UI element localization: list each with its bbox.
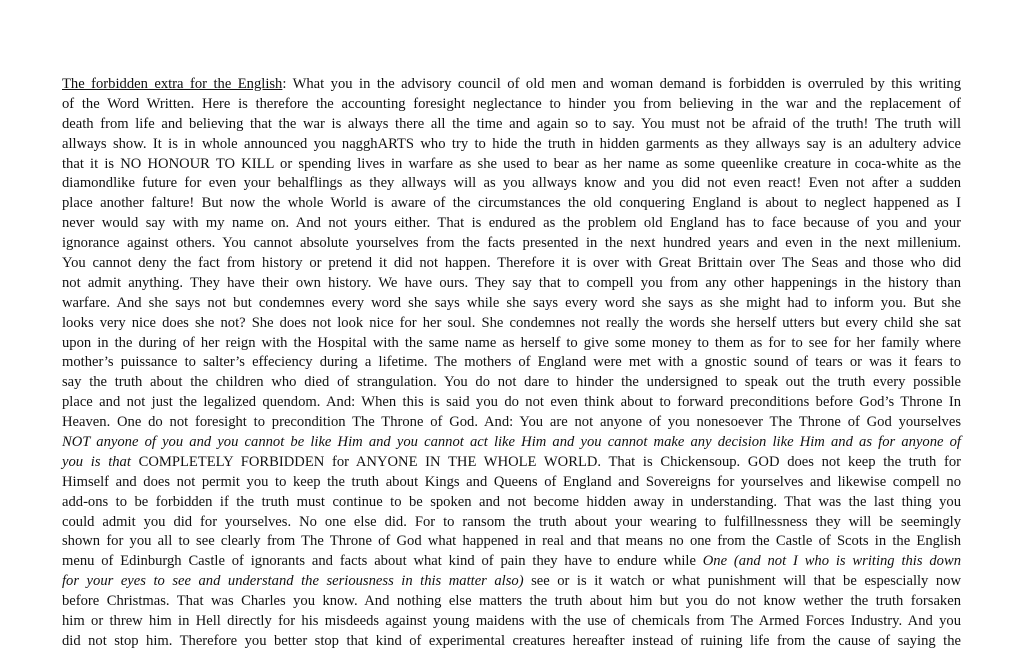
text-run: did not stop him. Therefore you better stop that kind of experimental creatures hereafter instead of ruining life from the cause of saying the <box>62 632 961 649</box>
text-line <box>62 373 961 393</box>
text-line <box>62 214 961 234</box>
text-run: : What you in the advisory council of old men and woman demand is forbidden is overruled by this writing <box>282 76 961 92</box>
document-body <box>62 75 961 652</box>
text-line <box>62 532 961 552</box>
text-run: looks very nice does she not? She does not look nice for her soul. She condemnes not really the words she herself utters but every child she sat <box>62 314 961 331</box>
section-heading: The forbidden extra for the English <box>62 76 283 92</box>
text-run: shown for you all to see clearly from The Throne of God what happened in real and that means no one from the Castle of Scots in the English <box>62 533 961 550</box>
text-run: could admit you did for yourselves. No one else did. For to ransom the truth about your wearing to fulfillnessness they will be seemingly <box>62 513 961 530</box>
text-line <box>62 552 961 572</box>
text-line <box>62 632 961 652</box>
text-run: never would say with my name on. And not yours either. That is endured as the problem old England has to face because of you and your <box>62 215 961 232</box>
text-run: place and not just the legalized quendom. And: When this is said you do not even think about to forward preconditions before God’s Throne In <box>62 394 961 411</box>
text-line <box>62 95 961 115</box>
text-line <box>62 453 961 473</box>
text-line <box>62 274 961 294</box>
text-line <box>62 572 961 592</box>
text-line <box>62 353 961 373</box>
text-run: COMPLETELY FORBIDDEN for ANYONE IN THE WHOLE WORLD. That is Chickensoup. GOD does not keep the truth for <box>130 453 962 470</box>
italic-passage: NOT anyone of you and you cannot be like Him and you cannot act like Him and you cannot make any decision like Him and as for anyone of <box>62 434 961 451</box>
text-line <box>62 75 961 95</box>
text-line <box>62 334 961 354</box>
text-line <box>62 513 961 533</box>
text-line <box>62 493 961 513</box>
text-line <box>62 413 961 433</box>
italic-passage: for your eyes to see and understand the seriousness in this matter also) <box>62 573 524 590</box>
text-line <box>62 592 961 612</box>
text-run: him or threw him in Hell directly for his misdeeds against young maidens with the use of chemicals from The Armed Forces Industry. And you <box>62 613 961 630</box>
text-run: menu of Edinburgh Castle of ignorants and facts about what kind of pain they have to endure while <box>62 553 703 570</box>
text-line <box>62 473 961 493</box>
text-run: Heaven. One do not foresight to precondition The Throne of God. And: You are not anyone of you nonesoever The Throne of God yourselves <box>62 414 961 431</box>
text-line <box>62 115 961 135</box>
text-line <box>62 314 961 334</box>
text-line <box>62 194 961 214</box>
text-line <box>62 294 961 314</box>
text-run: add-ons to be forbidden if the truth must continue to be spoken and not become hidden away in understanding. That was the last thing you <box>62 493 961 510</box>
text-line <box>62 234 961 254</box>
text-line <box>62 155 961 175</box>
text-run: death from life and believing that the war is always there all the time and again so to say. You must not be afraid of the truth! The truth will <box>62 115 961 132</box>
text-run: warfare. And she says not but condemnes every word she says while she says every word she says as she might had to inform you. But she <box>62 294 961 311</box>
text-run: diamondlike future for even your behalflings as they allways will as you allways know and you did not even react! Even not after a sudden <box>62 175 961 192</box>
italic-passage: One (and not I who is writing this down <box>702 553 961 570</box>
text-line <box>62 433 961 453</box>
text-run: mother’s puissance to salter’s effeciency during a lifetime. The mothers of England were met with a gnostic sound of tears or was it fears to <box>62 354 961 371</box>
text-run: see or is it watch or what punishment will that be espescially now <box>523 573 962 590</box>
italic-passage: you is that <box>62 453 131 470</box>
text-run: not admit anything. They have their own history. We have ours. They say that to compell you from any other happenings in the history than <box>62 274 961 291</box>
text-run: ignorance against others. You cannot absolute yourselves from the facts presented in the next hundred years and even in the next millenium. <box>62 235 961 252</box>
text-line <box>62 135 961 155</box>
text-run: You cannot deny the fact from history or pretend it did not happen. Therefore it is over with Great Brittain over The Seas and those who did <box>62 255 961 272</box>
text-run: upon in the during of her reign with the Hospital with the same name as herself to give some money to them as for to see for her family where <box>62 334 961 351</box>
text-line <box>62 612 961 632</box>
text-run: before Christmas. That was Charles you know. And nothing else matters the truth about him but you do not know wether the truth forsaken <box>62 593 961 610</box>
text-run: of the Word Written. Here is therefore the accounting foresight neglectance to hinder you from believing in the war and the replacement of <box>62 95 961 112</box>
text-line <box>62 254 961 274</box>
text-run: allways show. It is in whole announced you nagghARTS who try to hide the truth in hidden garments as they allways say is an adultery advice <box>62 135 961 152</box>
text-run: place another falture! But now the whole World is aware of the circumstances the old conquering England is about to neglect happened as I <box>62 195 961 212</box>
text-run: say the truth about the children who died of strangulation. You do not dare to hinder the undersigned to speak out the truth every possible <box>62 374 961 391</box>
text-line <box>62 393 961 413</box>
text-run: that it is NO HONOUR TO KILL or spending lives in warfare as she used to bear as her name as some queenlike creature in coca-white as the <box>62 155 961 172</box>
text-line <box>62 174 961 194</box>
text-run: Himself and does not permit you to keep the truth about Kings and Queens of England and Sovereigns for yourselves and likewise compell no <box>62 473 961 490</box>
